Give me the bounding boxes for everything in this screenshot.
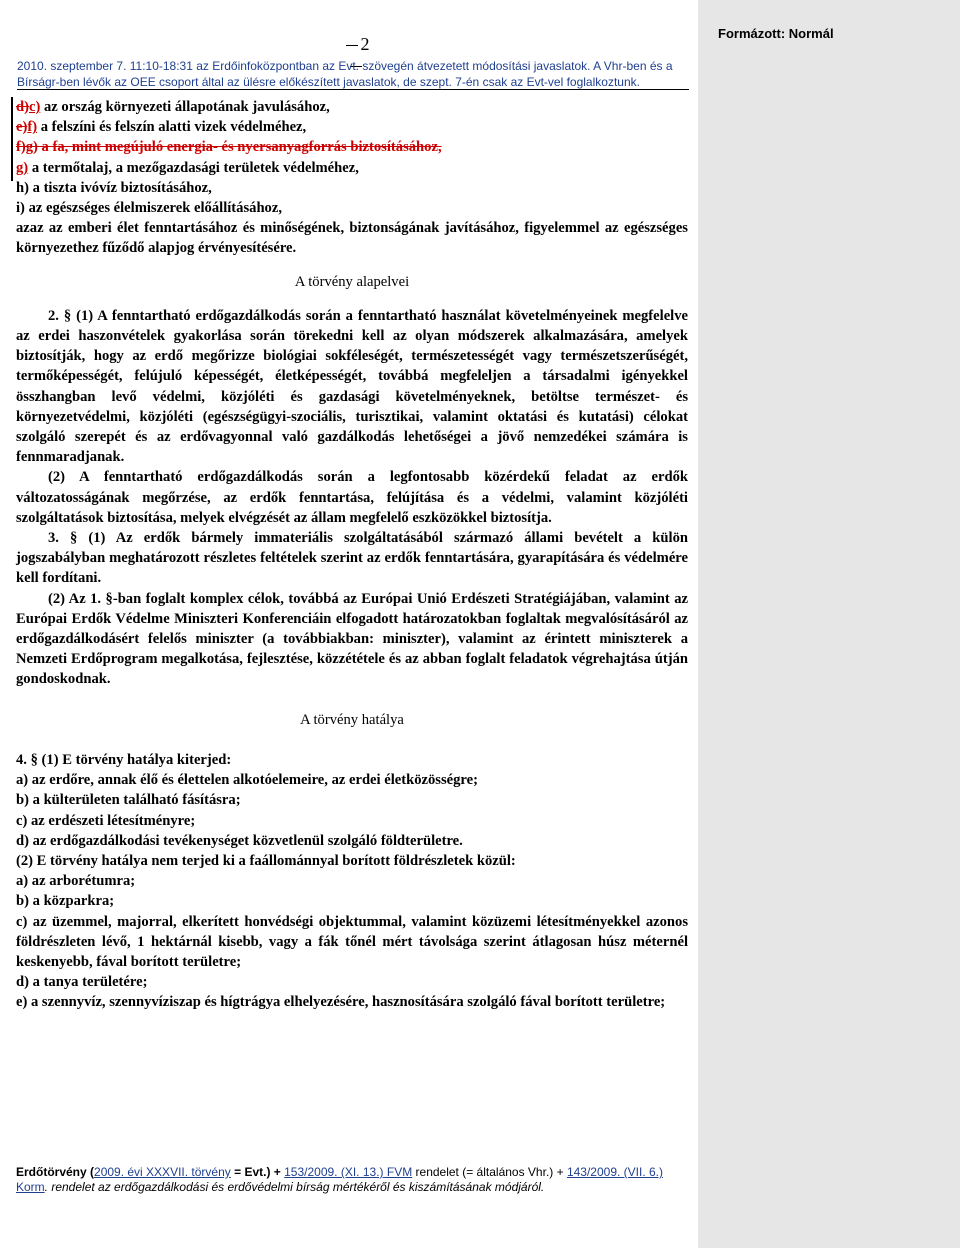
item-e: e)f) a felszíni és felszín alatti vizek védelméhez, [16, 119, 307, 136]
page-number: 2 [336, 34, 376, 76]
item-4-c: c) az erdészeti létesítményre; [16, 812, 196, 829]
item-g: g) a termőtalaj, a mezőgazdasági területek védelméhez, [16, 159, 359, 176]
fvm-decree-link[interactable]: 153/2009. (XI. 13.) FVM [284, 1165, 413, 1179]
page-footer: Erdőtörvény (2009. évi XXXVII. törvény = Evt.) + 153/2009. (XI. 13.) FVM rendelet (= általános Vhr.) + 143/2009. (VII. 6.) Korm. rendelet az erdőgazdálkodási és erdővédelmi bírság mértékéről és kiszámításának módjáról. [16, 1165, 664, 1194]
item-i: i) az egészséges élelmiszerek előállításához, [16, 200, 282, 217]
korm-decree-link[interactable]: 143/2009. (VII. 6.) Korm [16, 1165, 664, 1194]
para-3-2: (2) Az 1. §-ban foglalt komplex célok, továbbá az Európai Unió Erdészeti Stratégiájában, valamint az Európai Erdők Védelme Miniszteri Konferenciáin elfogadott határozatokban foglaltak megvalósításáról az erdőgazdálkodásért felelős miniszter (a továbbiakban: miniszter), valamint az érintett miniszterek a Nemzeti Erdőprogram megalkotása, fejlesztése, közzététele és az abban foglalt feladatok végrehajtása útján gondoskodnak. [16, 590, 688, 688]
section-title-alapelvei: A törvény alapelvei [294, 273, 410, 290]
change-bar [11, 97, 13, 181]
item-4-a: a) az erdőre, annak élő és élettelen alkotóelemeire, az erdei életközösségre; [16, 772, 478, 789]
para-4-1: 4. § (1) E törvény hatálya kiterjed: [16, 751, 232, 768]
format-note: Formázott: Normál [718, 26, 834, 41]
para-4-2: (2) E törvény hatálya nem terjed ki a faállománnyal borított földrészletek közül: [16, 852, 516, 869]
para-2-2: (2) A fenntartható erdőgazdálkodás során a legfontosabb közérdekű feladat az erdők változatosságának megőrzése, az erdők fenntartása, felújítása és a védelmi, valamint közjóléti szolgáltatások biztosítása, melyek elvégzését az állam megfelelő eszközökkel biztosítja. [16, 469, 688, 526]
conclusion: azaz az emberi élet fenntartásához és minőségének, biztonságának javításához, figyelemmel az egészséges környezethez fűződő alapjog érvényesítésére. [16, 220, 688, 257]
item-4-b: b) a külterületen található fásításra; [16, 792, 241, 809]
comment-margin [698, 0, 960, 1248]
header-note: 2010. szeptember 7. 11:10-18:31 az Erdőinfoközpontban az Evt. szövegén átvezetett módosítási javaslatok. A Vhr-ben és a Bírságr-ben lévők az OEE csoport által az ülésre előkészített javaslatok, de szept. 7-én csak az Evt-vel foglalkoztunk. [17, 59, 673, 89]
para-2-1: 2. § (1) A fenntartható erdőgazdálkodás során a fenntartható használat követelményeinek megfelelve az erdei haszonvételek gyakorlása során törekedni kell az olyan módszerek alkalmazására, amelyek biztosítják, hogy az erdő megőrizze biológiai sokféleségét, természetességét vagy természetszerűségét, termőképességét, felújuló képességét, életképességét, továbbá megfeleljen a társadalmi igényekkel összhangban levő védelmi, közjóléti és gazdasági követelményeknek, betöltse természet- és környezetvédelmi, közjóléti (egészségügyi-szociális, turisztikai, valamint oktatási és kutatási) célokat szolgáló szerepét és az erdővagyonnal való gazdálkodás lehetőségei a jövő nemzedékei számára is fennmaradjanak. [16, 307, 688, 466]
document-body [16, 97, 688, 1013]
item-f-deleted: f)g) a fa, mint megújuló energia- és nyersanyagforrás biztosításához, [16, 139, 442, 156]
item-4-d: d) az erdőgazdálkodási tevékenységet közvetlenül szolgáló földterületre. [16, 832, 463, 849]
item-4-2-a: a) az arborétumra; [16, 873, 136, 890]
item-4-2-d: d) a tanya területére; [16, 974, 148, 991]
item-4-2-b: b) a közparkra; [16, 893, 115, 910]
item-h: h) a tiszta ivóvíz biztosításához, [16, 179, 212, 196]
section-title-hatalya: A törvény hatálya [300, 711, 404, 728]
item-4-2-c: c) az üzemmel, majorral, elkerített honvédségi objektummal, valamint közüzemi létesítményekkel azonos földrészleten lévő, 1 hektárnál kisebb, vagy a fák tőnél mért távolsága szerint átlagosan húsz méternél keskenyebb, fával borított területre; [16, 913, 688, 970]
header-rule [17, 89, 689, 90]
para-3-1: 3. § (1) Az erdők bármely immateriális szolgáltatásából származó állami bevételt a külön jogszabályban meghatározott részletes feltételek szerint az erdők fenntartására, gyarapítására és védelmére kell fordítani. [16, 530, 688, 587]
dash-left [346, 45, 358, 46]
item-d: d)c) az ország környezeti állapotának javulásához, [16, 99, 330, 115]
law-link[interactable]: 2009. évi XXXVII. törvény [94, 1165, 231, 1179]
item-4-2-e: e) a szennyvíz, szennyvíziszap és hígtrágya elhelyezésére, hasznosítására szolgáló fával borított területre; [16, 994, 666, 1011]
